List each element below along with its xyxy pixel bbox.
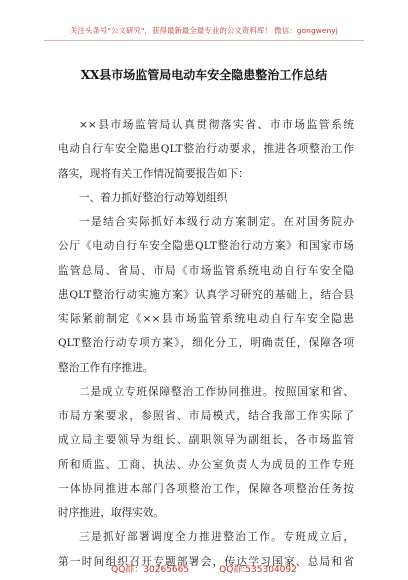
footer-qq-group-1: QQ群：30265665 — [111, 565, 190, 575]
paragraph-line: 一是结合实际抓好本级行动方案制定。在对国务院办 — [79, 216, 354, 228]
paragraph-line: 一体协同推进本部门各项整治工作，保障各项整治任务按 — [58, 482, 354, 495]
paragraph-line: 电动自行车安全隐患QLT整治行动要求，推进各项整治工作 — [58, 143, 354, 156]
header-divider — [44, 40, 364, 41]
paragraph-line: 落实，现将有关工作情况简要报告如下： — [58, 167, 249, 180]
paragraph-line: 公厅《电动自行车安全隐患QLT整治行动方案》和国家市场 — [58, 240, 354, 253]
paragraph-line: 第一时间组织召开专题部署会，传达学习国家、总局和省 — [58, 555, 354, 568]
paragraph-line: 三是抓好部署调度全力推进整治工作。专班成立后， — [79, 531, 354, 544]
paragraph-line: 成立局主要领导为组长、副职领导为副组长，各市场监管 — [58, 434, 354, 447]
paragraph-line: 实际紧前制定《××县市场监管系统电动自行车安全隐患 — [58, 313, 354, 325]
paragraph-line: 时序推进，取得实效。 — [58, 507, 164, 519]
paragraph-line: 市局方案要求，参照省、市局模式，结合我部工作实际了 — [58, 410, 354, 422]
document-title: XX县市场监管局电动车安全隐患整治工作总结 — [80, 68, 328, 82]
paragraph-line: 二是成立专班保障整治工作协同推进。按照国家和省、 — [79, 385, 354, 398]
paragraph-line: QLT整治行动专项方案》，细化分工，明确责任，保障各项 — [58, 337, 354, 350]
footer-qq-group-2: QQ群:535304092 — [219, 565, 297, 575]
header-promo-note: 关注头条号"公文研究"，获得最新最全最专业的公文资料库！ 微信：gongwenyj — [70, 26, 338, 35]
paragraph-line: 所和质监、工商、执法、办公室负责人为成员的工作专班 — [58, 458, 354, 471]
document-body — [58, 113, 354, 574]
footer-contact — [0, 562, 408, 575]
paragraph-line: ××县市场监管局认真贯彻落实省、市市场监管系统 — [79, 119, 354, 131]
paragraph-line: 患QLT整治行动实施方案》认真学习研究的基础上，结合县 — [58, 288, 354, 301]
section-heading: 一、着力抓好整治行动筹划组织 — [79, 191, 228, 204]
paragraph-line: 监管总局、省局、市局《市场监管系统电动自行车安全隐 — [58, 264, 354, 277]
paragraph-line: 整治工作有序推进。 — [58, 361, 154, 374]
